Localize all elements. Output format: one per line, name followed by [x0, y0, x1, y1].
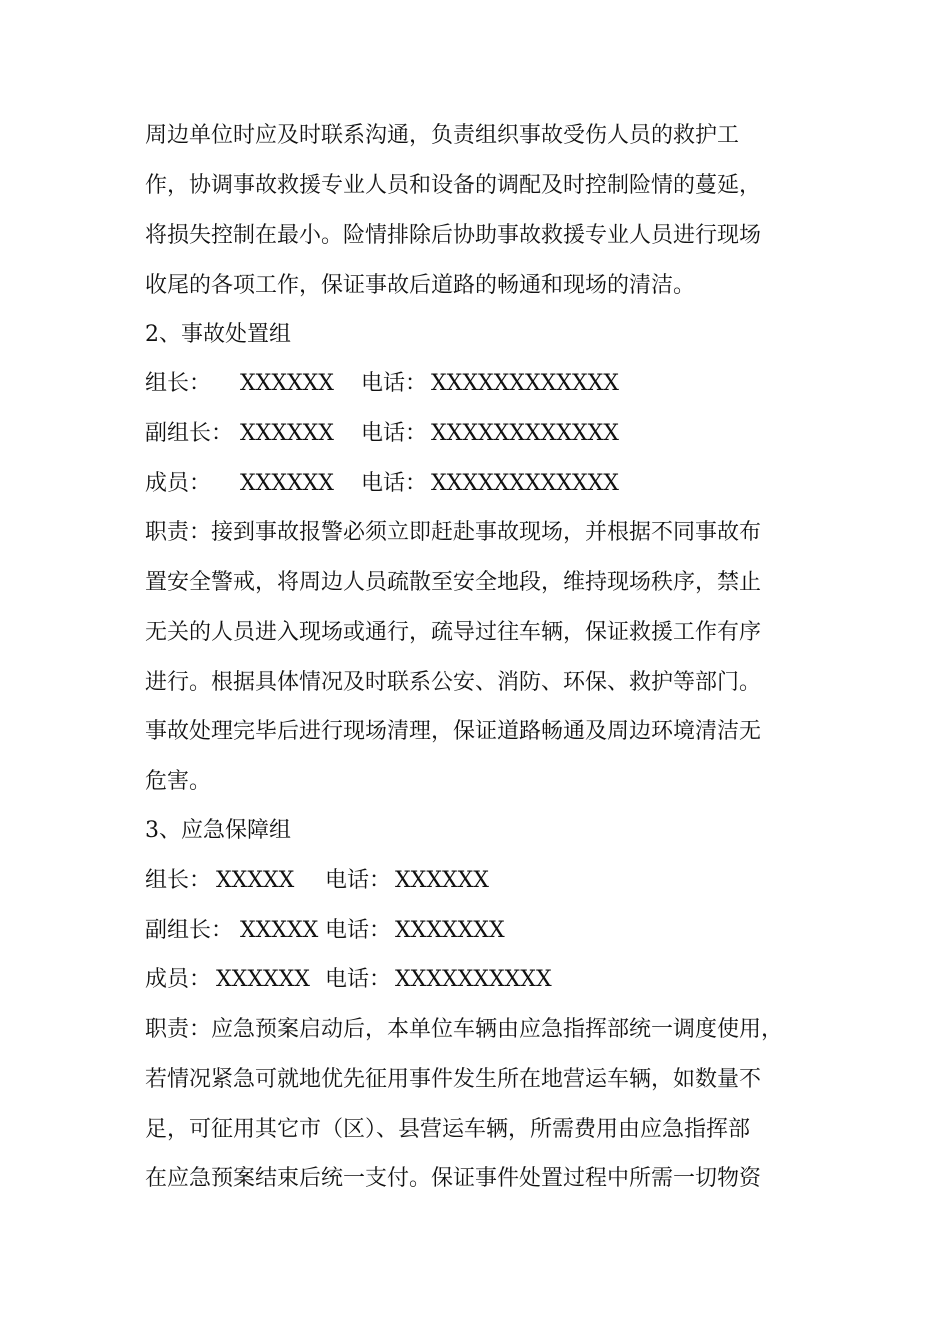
phone-label: 电话： — [325, 967, 392, 992]
phone-label: 电话： — [325, 868, 392, 893]
body-text-line: 进行。根据具体情况及时联系公安、消防、环保、救护等部门。 — [145, 670, 762, 695]
body-text-line: 无关的人员进入现场或通行，疏导过往车辆，保证救援工作有序 — [145, 620, 762, 645]
phone-label: 电话： — [361, 471, 428, 496]
body-text-line: 置安全警戒，将周边人员疏散至安全地段，维持现场秩序，禁止 — [145, 570, 762, 595]
phone-number: XXXXXX — [395, 868, 489, 893]
phone-label: 电话： — [361, 421, 428, 446]
member-name: XXXXXX — [240, 421, 334, 446]
body-text-line: 危害。 — [145, 769, 212, 794]
body-text-line: 职责：应急预案启动后，本单位车辆由应急指挥部统一调度使用， — [145, 1017, 784, 1042]
body-text-line: 在应急预案结束后统一支付。保证事件处置过程中所需一切物资 — [145, 1166, 762, 1191]
body-text-line: 周边单位时应及时联系沟通，负责组织事故受伤人员的救护工 — [145, 123, 740, 148]
body-text-line: 职责：接到事故报警必须立即赶赴事故现场，并根据不同事故布 — [145, 520, 762, 545]
body-text-line: 若情况紧急可就地优先征用事件发生所在地营运车辆，如数量不 — [145, 1067, 762, 1092]
section-heading: 3、应急保障组 — [145, 818, 291, 843]
phone-number: XXXXXXX — [395, 918, 505, 943]
body-text-line: 将损失控制在最小。险情排除后协助事故救援专业人员进行现场 — [145, 223, 762, 248]
phone-number: XXXXXXXXXXXX — [431, 421, 619, 446]
body-text-line: 作，协调事故救援专业人员和设备的调配及时控制险情的蔓延， — [145, 173, 762, 198]
role-label: 组长： — [145, 371, 212, 396]
member-name: XXXXXX — [240, 471, 334, 496]
section-heading: 2、事故处置组 — [145, 322, 291, 347]
member-name: XXXXXX — [240, 371, 334, 396]
member-name: XXXXXX — [216, 967, 310, 992]
role-label: 副组长： — [145, 421, 234, 446]
phone-number: XXXXXXXXXX — [395, 967, 552, 992]
role-label: 成员： — [145, 471, 212, 496]
member-name: XXXXX — [216, 868, 295, 893]
phone-label: 电话： — [361, 371, 428, 396]
phone-number: XXXXXXXXXXXX — [431, 471, 619, 496]
role-label: 组长： — [145, 868, 212, 893]
role-label: 副组长： — [145, 918, 234, 943]
phone-number: XXXXXXXXXXXX — [431, 371, 619, 396]
body-text-line: 事故处理完毕后进行现场清理，保证道路畅通及周边环境清洁无 — [145, 719, 762, 744]
role-label: 成员： — [145, 967, 212, 992]
phone-label: 电话： — [325, 918, 392, 943]
body-text-line: 收尾的各项工作，保证事故后道路的畅通和现场的清洁。 — [145, 273, 696, 298]
member-name: XXXXX — [240, 918, 319, 943]
body-text-line: 足，可征用其它市（区）、县营运车辆，所需费用由应急指挥部 — [145, 1117, 751, 1142]
